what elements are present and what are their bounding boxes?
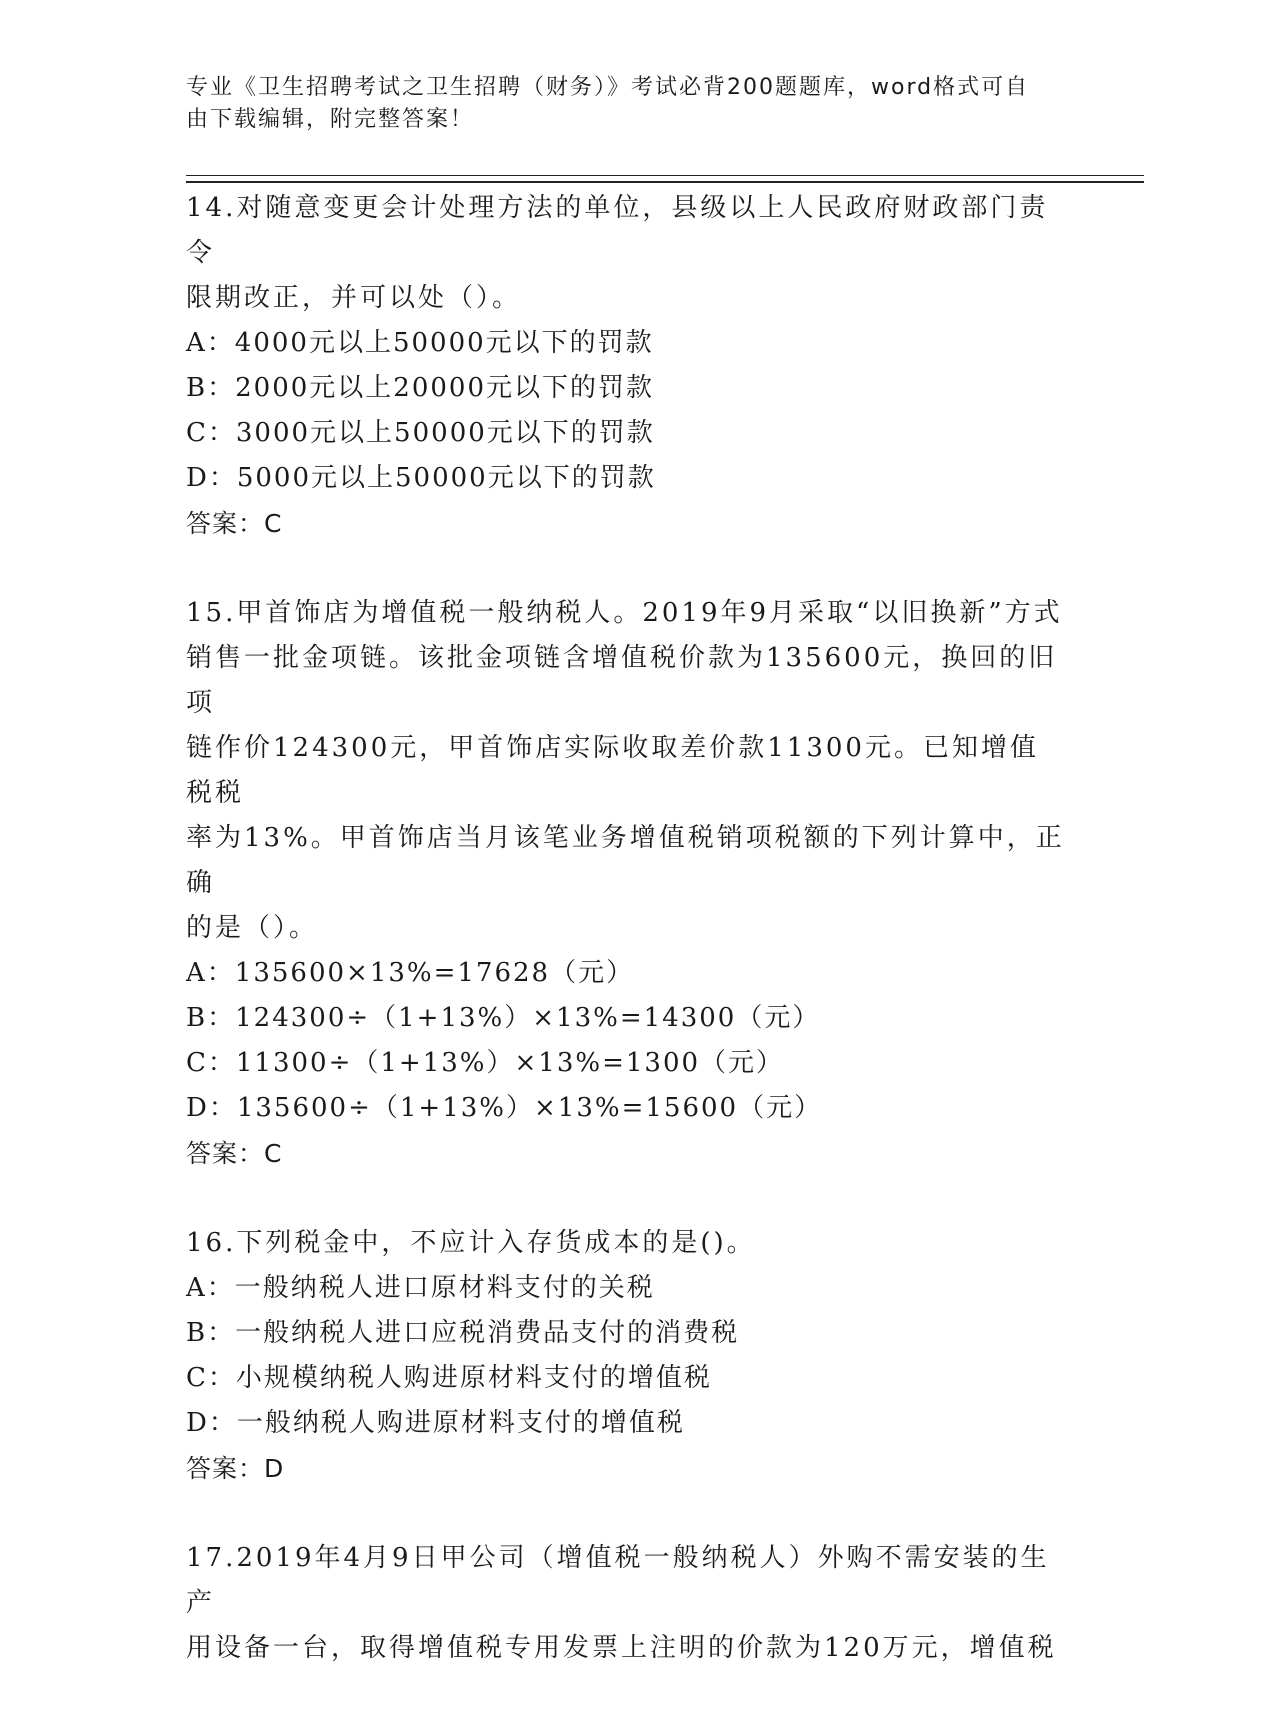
option-d: D：5000元以上50000元以下的罚款 bbox=[186, 463, 656, 493]
header-line-2: 由下载编辑，附完整答案！ bbox=[186, 107, 475, 132]
option-c: C：小规模纳税人购进原材料支付的增值税 bbox=[186, 1363, 712, 1393]
option-b: B：124300÷（1+13%）×13%=14300（元） bbox=[186, 1003, 821, 1033]
question-text-line: 16.下列税金中，不应计入存货成本的是()。 bbox=[186, 1228, 756, 1258]
question-text-line: 用设备一台，取得增值税专用发票上注明的价款为120万元，增值税 bbox=[186, 1633, 1057, 1663]
header-line-1: 专业《卫生招聘考试之卫生招聘（财务）》考试必背200题题库，word格式可自 bbox=[186, 75, 1030, 100]
answer: 答案：C bbox=[186, 1139, 283, 1168]
option-b: B：2000元以上20000元以下的罚款 bbox=[186, 373, 654, 403]
question-text-line: 销售一批金项链。该批金项链含增值税价款为135600元，换回的旧项 bbox=[186, 643, 1058, 718]
header-divider-thick bbox=[186, 181, 1144, 183]
question-text-line: 链作价124300元，甲首饰店实际收取差价款11300元。已知增值税税 bbox=[186, 733, 1039, 808]
option-c: C：3000元以上50000元以下的罚款 bbox=[186, 418, 655, 448]
question-14 bbox=[186, 186, 1066, 546]
question-text-line: 的是（）。 bbox=[186, 913, 319, 943]
question-text-line: 率为13%。甲首饰店当月该笔业务增值税销项税额的下列计算中，正确 bbox=[186, 823, 1065, 898]
question-16 bbox=[186, 1221, 1066, 1491]
question-text-line: 15.甲首饰店为增值税一般纳税人。2019年9月采取“以旧换新”方式 bbox=[186, 598, 1063, 628]
question-text-line: 限期改正，并可以处（）。 bbox=[186, 283, 522, 313]
question-15 bbox=[186, 591, 1066, 1176]
question-text-line: 14.对随意变更会计处理方法的单位，县级以上人民政府财政部门责令 bbox=[186, 193, 1049, 268]
header-divider-thin bbox=[186, 175, 1144, 176]
option-a: A：一般纳税人进口原材料支付的关税 bbox=[186, 1273, 655, 1303]
option-a: A：4000元以上50000元以下的罚款 bbox=[186, 328, 654, 358]
option-d: D：一般纳税人购进原材料支付的增值税 bbox=[186, 1408, 685, 1438]
option-a: A：135600×13%=17628（元） bbox=[186, 958, 635, 988]
question-text-line: 17.2019年4月9日甲公司（增值税一般纳税人）外购不需安装的生产 bbox=[186, 1543, 1050, 1618]
document-header bbox=[186, 72, 1066, 136]
question-list bbox=[186, 186, 1066, 1716]
question-17 bbox=[186, 1536, 1066, 1671]
option-c: C：11300÷（1+13%）×13%=1300（元） bbox=[186, 1048, 785, 1078]
answer: 答案：D bbox=[186, 1454, 285, 1483]
option-d: D：135600÷（1+13%）×13%=15600（元） bbox=[186, 1093, 823, 1123]
option-b: B：一般纳税人进口应税消费品支付的消费税 bbox=[186, 1318, 740, 1348]
answer: 答案：C bbox=[186, 509, 283, 538]
